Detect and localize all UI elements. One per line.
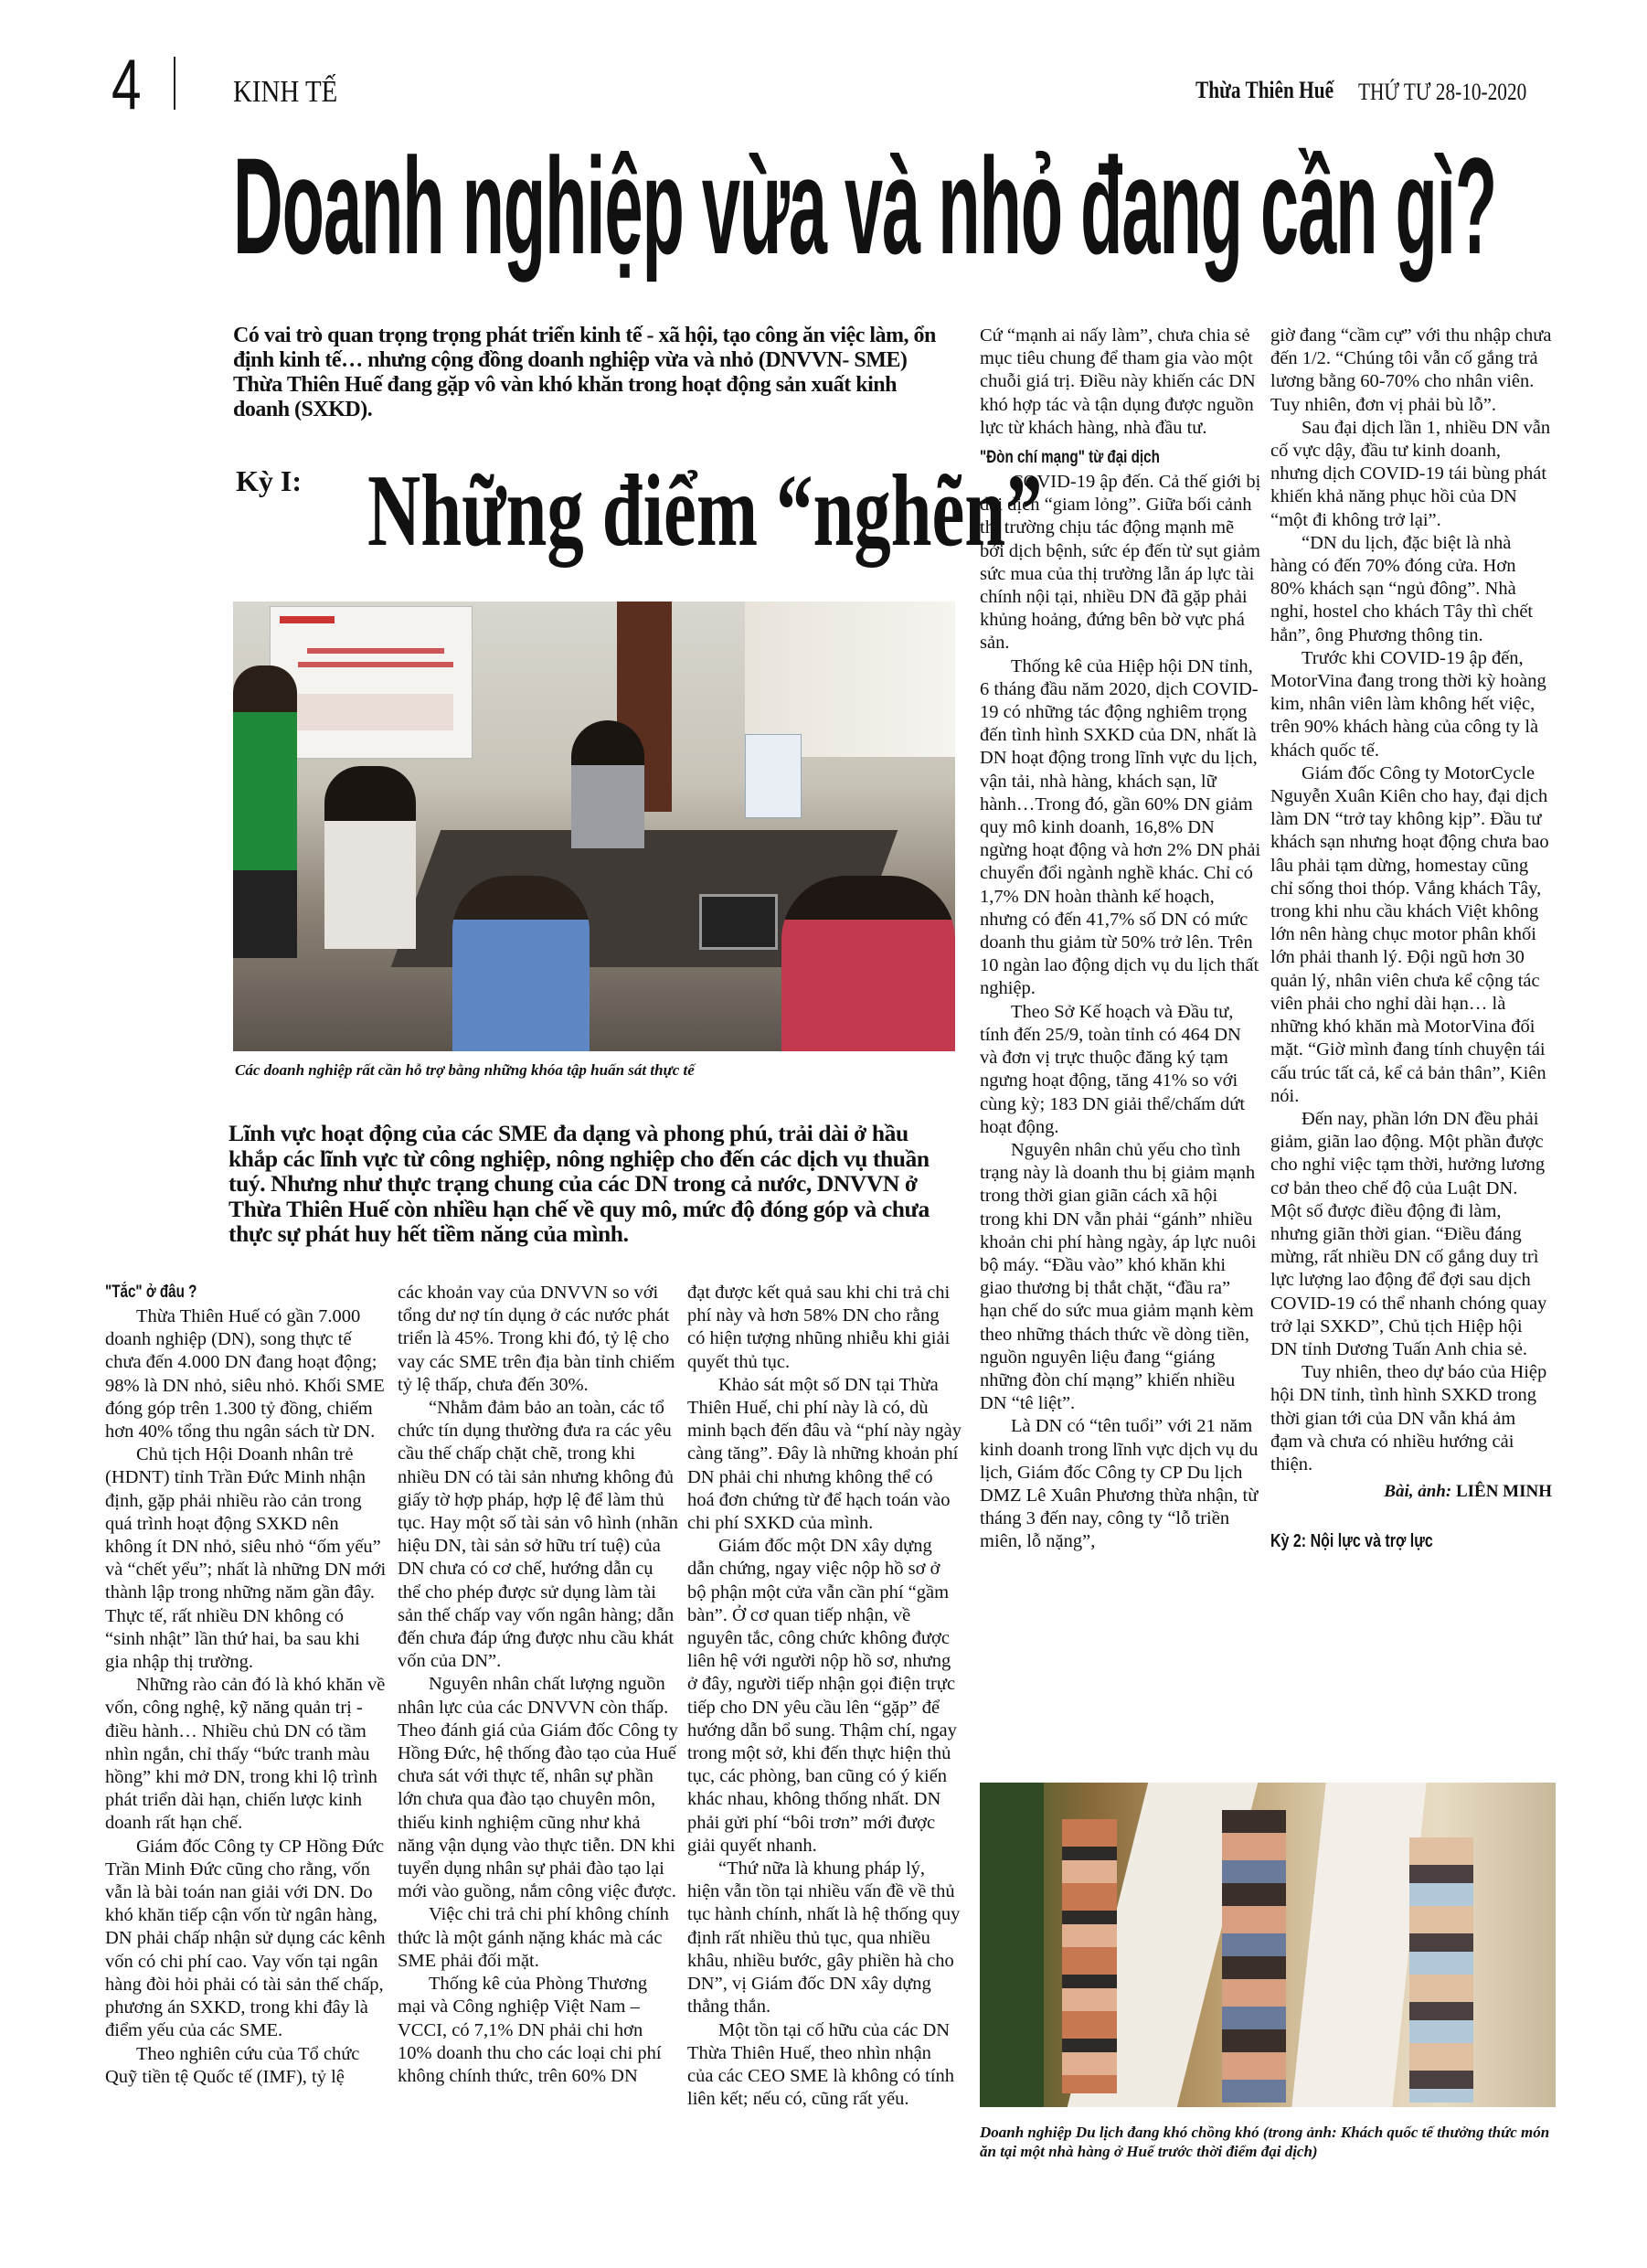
paragraph: các khoản vay của DNVVN so với tổng dư nợ tín dụng ở các nước phát triển là 45%. Trong khi đó, tỷ lệ cho vay các SME trên địa bàn tỉnh chiếm tỷ lệ thấp, chưa đến 30%. xyxy=(398,1283,675,1395)
paragraph: Giám đốc Công ty CP Hồng Đức Trần Minh Đức cũng cho rằng, vốn vẫn là bài toán nan giải với DN. Do khó khăn tiếp cận vốn từ ngân hàng, DN phải chấp nhận sử dụng các kênh vốn có chi phí cao. Vay vốn tại ngân hàng đòi hỏi phải có tài sản thế chấp, phương án SXKD, trong khi đây là điểm yếu của các SME. xyxy=(105,1836,386,2041)
section-heading-don-chi-mang: "Đòn chí mạng" từ đại dịch xyxy=(980,448,1160,468)
diners xyxy=(1222,1810,1286,2103)
paragraph: Chủ tịch Hội Doanh nhân trẻ (HDNT) tỉnh Trần Đức Minh nhận định, gặp phải nhiều rào cản trong quá trình hoạt động SXKD nên không ít DN nhỏ, siêu nhỏ “ốm yếu” và “chết yểu”; nhất là những DN mới thành lập trong những năm gần đây. Thực tế, rất nhiều DN không có “sinh nhật” lần thứ hai, ba sau khi gia nhập thị trường. xyxy=(105,1444,387,1673)
projector-screen xyxy=(270,606,473,759)
next-part-teaser: Kỳ 2: Nội lực và trợ lực xyxy=(1270,1531,1433,1552)
paragraph: Thừa Thiên Huế có gần 7.000 doanh nghiệp (DN), song thực tế chưa đến 4.000 DN đang hoạt động; 98% là DN nhỏ, siêu nhỏ. Khối SME đóng góp trên 1.300 tỷ đồng, chiếm hơn 40% tổng thu ngân sách từ DN. xyxy=(105,1306,385,1443)
byline xyxy=(1270,1480,1552,1503)
training-session-photo xyxy=(233,602,955,1051)
page-number: 4 xyxy=(112,44,142,124)
paragraph: Đến nay, phần lớn DN đều phải giảm, giãn lao động. Một phần được cho nghỉ việc tạm thời, hưởng lương cơ bản theo chế độ của Luật DN. Một số được điều động đi làm, nhưng giãn thời gian. “Điều đáng mừng, rất nhiều DN cố gắng duy trì lực lượng lao động để đợi sau dịch COVID-19 có thể nhanh chóng quay trở lại SXKD”, Chủ tịch Hiệp hội DN tỉnh Dương Tuấn Anh chia sẻ. xyxy=(1270,1108,1547,1359)
article-lead: Có vai trò quan trọng trọng phát triển kinh tế - xã hội, tạo công ăn việc làm, ổn định kinh tế… nhưng cộng đồng doanh nghiệp vừa và nhỏ (DNVVN- SME) Thừa Thiên Huế đang gặp vô vàn khó khăn trong hoạt động sản xuất kinh doanh (SXKD). xyxy=(233,324,936,421)
paragraph: Những rào cản đó là khó khăn về vốn, công nghệ, kỹ năng quản trị - điều hành… Nhiều chủ DN có tầm nhìn ngắn, chỉ thấy “bức tranh màu hồng” khi mở DN, trong khi lộ trình phát triển dài hạn, chiến lược kinh doanh rất hạn chế. xyxy=(105,1675,386,1834)
paragraph: Nguyên nhân chủ yếu cho tình trạng này là doanh thu bị giảm mạnh trong thời gian giãn cách xã hội trong khi DN vẫn phải “gánh” nhiều khoản chi phí hàng ngày, áp lực nuôi bộ máy. “Đầu vào” khó khăn khi giao thương bị thắt chặt, “đầu ra” hạn chế do sức mua giảm mạnh kèm theo những thách thức về dòng tiền, nguồn nguyên liệu đang “giáng những đòn chí mạng” khiến nhiều DN “tê liệt”. xyxy=(980,1139,1257,1414)
article-sublead: Lĩnh vực hoạt động của các SME đa dạng và phong phú, trải dài ở hầu khắp các lĩnh vực từ công nghiệp, nông nghiệp cho đến các dịch vụ thuần tuý. Nhưng như thực trạng chung của các DN trong cả nước, DNVVN ở Thừa Thiên Huế còn nhiều hạn chế về quy mô, mức độ đóng góp và chưa thực sự phát huy hết tiềm năng của mình. xyxy=(228,1120,930,1247)
paragraph: Nguyên nhân chất lượng nguồn nhân lực của các DNVVN còn thấp. Theo đánh giá của Giám đốc Công ty Hồng Đức, hệ thống đào tạo của Huế chưa sát với thực tế, nhân sự phần lớn chưa qua đào tạo chuyên môn, thiếu kinh nghiệm cũng như khả năng vận dụng vào thực tiễn. DN khi tuyển dụng nhân sự phải đào tạo lại mới vào guồng, nắm công việc được. xyxy=(398,1674,678,1902)
part-label: Kỳ I: xyxy=(236,464,302,497)
section-heading-tac-o-dau: "Tắc" ở đâu ? xyxy=(105,1283,197,1302)
diners xyxy=(1409,1837,1473,2103)
restaurant-photo xyxy=(980,1783,1556,2107)
photo2-caption: Doanh nghiệp Du lịch đang khó chồng khó (trong ảnh: Khách quốc tế thưởng thức món ăn tại một nhà hàng ở Huế trước thời điểm đại dịch) xyxy=(980,2124,1550,2160)
column-1 xyxy=(105,1282,387,2089)
paragraph: Một tồn tại cố hữu của các DN Thừa Thiên Huế, theo nhìn nhận của các CEO SME là không có tính liên kết; nếu có, cũng rất yếu. xyxy=(687,2019,955,2110)
paragraph: Cứ “mạnh ai nấy làm”, chưa chia sẻ mục tiêu chung để tham gia vào một chuỗi giá trị. Điều này khiến các DN khó hợp tác và tận dụng được nguồn lực từ khách hàng, nhà đầu tư. xyxy=(980,325,1256,438)
participant xyxy=(571,720,644,848)
paragraph: “DN du lịch, đặc biệt là nhà hàng có đến 70% đóng cửa. Hơn 80% khách sạn “ngủ đông”. Nhà nghỉ, hostel cho khách Tây thì chết hẳn”, ông Phương thông tin. xyxy=(1270,532,1534,645)
byline-label: Bài, ảnh: xyxy=(1384,1482,1452,1502)
participant xyxy=(324,766,416,949)
paragraph: Giám đốc Công ty MotorCycle Nguyễn Xuân Kiên cho hay, đại dịch làm DN “trở tay không kịp”. Đầu tư khách sạn nhưng hoạt động chưa bao lâu phải tạm dừng, homestay cũng chỉ sống thoi thóp. Vắng khách Tây, trong khi nhu cầu khách Việt không lớn nên hàng chục motor phân khối lớn phải thanh lý. Đội ngũ hơn 30 quản lý, nhân viên chưa kể cộng tác viên phải cho nghỉ dài hạn… là những khó khăn mà MotorVina đối mặt. “Giờ mình đang tính chuyện tái cấu trúc tất cả, kể cả bản thân”, Kiên nói. xyxy=(1270,762,1549,1106)
air-cooler xyxy=(745,734,802,818)
paragraph: “Nhằm đảm bảo an toàn, các tổ chức tín dụng thường đưa ra các yêu cầu thế chấp chặt chẽ, trong khi nhiều DN có tài sản nhưng không đủ giấy tờ hợp pháp, hợp lệ để làm thủ tục. Hay một số tài sản vô hình (nhãn hiệu DN, tài sản sở hữu trí tuệ) của DN chưa có cơ chế, hướng dẫn cụ thể cho phép được sử dụng làm tài sản thế chấp vay vốn ngân hàng; dẫn đến chưa đáp ứng được nhu cầu khát vốn của DN”. xyxy=(398,1398,678,1672)
paragraph: Việc chi trả chi phí không chính thức là một gánh nặng khác mà các SME phải đối mặt. xyxy=(398,1904,669,1971)
column-5 xyxy=(1270,325,1552,1554)
paragraph: Theo nghiên cứu của Tổ chức Quỹ tiền tệ Quốc tế (IMF), tỷ lệ xyxy=(105,2043,360,2087)
participant xyxy=(781,876,955,1051)
article-title: Doanh nghiệp vừa và nhỏ đang cần gì? xyxy=(233,129,1497,282)
paragraph: Sau đại dịch lần 1, nhiều DN vẫn cố vực dậy, đầu tư kinh doanh, nhưng dịch COVID-19 tái bùng phát khiến khả năng phục hồi của DN “một đi không trở lại”. xyxy=(1270,417,1551,530)
paragraph: đạt được kết quả sau khi chi trả chi phí này và hơn 58% DN cho rằng có hiện tượng nhũng nhiễu khi giải quyết thủ tục. xyxy=(687,1283,951,1372)
paragraph: Trước khi COVID-19 ập đến, MotorVina đang trong thời kỳ hoàng kim, nhân viên làm không hết việc, trên 90% khách hàng của công ty là khách quốc tế. xyxy=(1270,647,1546,761)
part-title: Những điểm “nghẽn” xyxy=(367,454,1043,568)
paragraph: giờ đang “cầm cự” với thu nhập chưa đến 1/2. “Chúng tôi vẫn cố gắng trả lương bằng 60-70% cho nhân viên. Tuy nhiên, đơn vị phải bù lỗ”. xyxy=(1270,325,1552,415)
diners xyxy=(1062,1819,1117,2093)
paragraph: “Thứ nữa là khung pháp lý, hiện vẫn tồn tại nhiều vấn đề về thủ tục hành chính, nhất là hệ thống quy định rất nhiều thủ tục, qua nhiều khâu, nhiều bước, gây phiền hà cho DN”, vị Giám đốc DN xây dựng thẳng thắn. xyxy=(687,1858,961,2018)
paragraph: Giám đốc một DN xây dựng dẫn chứng, ngay việc nộp hồ sơ ở bộ phận một cửa vẫn cần phí “gầm bàn”. Ở cơ quan tiếp nhận, về nguyên tắc, công chức không được liên hệ với người nộp hồ sơ, nhưng ở đây, người tiếp nhận gọi điện trực tiếp cho DN yêu cầu lên “gặp” để hướng dẫn bổ sung. Thậm chí, ngay trong một sở, khi đến thực hiện thủ tục, các phòng, ban cũng có ý kiến khác nhau, không thống nhất. DN phải gửi phí “bôi trơn” mới được giải quyết nhanh. xyxy=(687,1536,957,1856)
laptop xyxy=(699,894,778,950)
paragraph: Tuy nhiên, theo dự báo của Hiệp hội DN tỉnh, tình hình SXKD trong thời gian tới của DN vẫn khá ảm đạm và chưa có nhiều hướng cải thiện. xyxy=(1270,1362,1547,1475)
column-3 xyxy=(687,1282,962,2111)
paragraph: COVID-19 ập đến. Cả thế giới bị đại dịch “giam lỏng”. Giữa bối cảnh thị trường chịu tác động mạnh mẽ bởi dịch bệnh, sức ép đến từ sụt giảm sức mua của thị trường lẫn áp lực tài chính nội tại, nhiều DN đã gặp phải khủng hoảng, đứng bên bờ vực phá sản. xyxy=(980,472,1261,654)
column-4 xyxy=(980,325,1261,1554)
newspaper-name: Thừa Thiên Huế xyxy=(1195,77,1334,103)
byline-author: LIÊN MINH xyxy=(1455,1482,1552,1502)
issue-date: THỨ TƯ 28-10-2020 xyxy=(1358,79,1527,105)
paragraph: Là DN có “tên tuổi” với 21 năm kinh doanh trong lĩnh vực dịch vụ du lịch, Giám đốc Công ty CP Du lịch DMZ Lê Xuân Phương thừa nhận, từ tháng 3 đến nay, công ty “lỗ triền miên, lỗ nặng”, xyxy=(980,1416,1259,1552)
header-divider xyxy=(174,57,175,110)
paragraph: Thống kê của Hiệp hội DN tỉnh, 6 tháng đầu năm 2020, dịch COVID-19 có những tác động nghiêm trọng đến tình hình SXKD của DN, nhất là DN hoạt động trong lĩnh vực du lịch, vận tải, nhà hàng, khách sạn, lữ hành…Trong đó, gần 60% DN giảm quy mô kinh doanh, 16,8% DN ngừng hoạt động và hơn 2% DN phải chuyển đổi ngành nghề khác. Chỉ có 1,7% DN hoàn thành kế hoạch, nhưng có đến 41,7% số DN có mức doanh thu giảm từ 50% trở lên. Trên 10 ngàn lao động dịch vụ du lịch thất nghiệp. xyxy=(980,655,1261,999)
photo1-caption: Các doanh nghiệp rất cần hỗ trợ bằng những khóa tập huấn sát thực tế xyxy=(235,1061,695,1079)
column-2 xyxy=(398,1282,679,2088)
participant xyxy=(452,876,590,1051)
paragraph: Khảo sát một số DN tại Thừa Thiên Huế, chi phí này là có, dù minh bạch đến đâu và “phí này ngày càng tăng”. Đây là những khoản phí DN phải chi nhưng không thể có hoá đơn chứng từ để hạch toán vào chi phí SXKD của mình. xyxy=(687,1374,962,1534)
paragraph: Thống kê của Phòng Thương mại và Công nghiệp Việt Nam – VCCI, có 7,1% DN phải chi hơn 10% doanh thu cho các loại chi phí không chính thức, trên 60% DN xyxy=(398,1974,662,2086)
dining-table xyxy=(1291,1783,1426,2107)
section-name: KINH TẾ xyxy=(233,75,338,109)
presenter xyxy=(233,665,297,958)
paragraph: Theo Sở Kế hoạch và Đầu tư, tính đến 25/9, toàn tỉnh có 464 DN và đơn vị trực thuộc đăng ký tạm ngưng hoạt động, tăng 41% so với cùng kỳ; 183 DN giải thể/chấm dứt hoạt động. xyxy=(980,1001,1246,1137)
plant xyxy=(980,1783,1044,2107)
